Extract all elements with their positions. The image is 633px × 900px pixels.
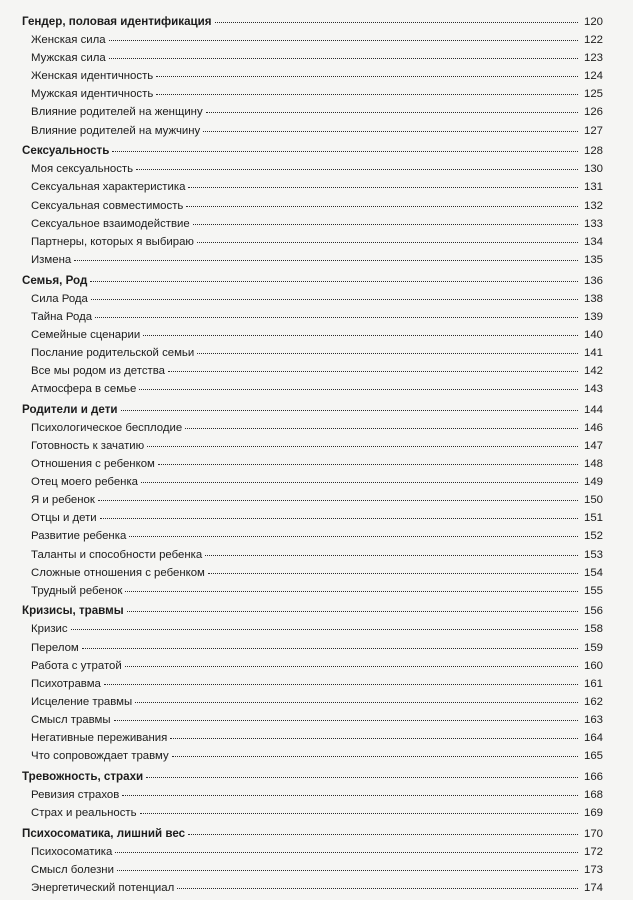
dot-leader — [143, 335, 578, 336]
toc-page-number: 124 — [583, 70, 603, 83]
toc-entry-title: Атмосфера в семье — [31, 383, 137, 396]
dot-leader — [177, 888, 578, 889]
dot-leader — [112, 151, 578, 152]
dot-leader — [129, 536, 578, 537]
dot-leader — [95, 317, 578, 318]
toc-entry-title: Тайна Рода — [31, 310, 93, 323]
toc-entry[interactable] — [22, 675, 603, 693]
dot-leader — [193, 224, 578, 225]
dot-leader — [90, 281, 578, 282]
toc-section-title: Кризисы, травмы — [22, 604, 124, 618]
dot-leader — [91, 299, 578, 300]
toc-page-number: 122 — [583, 34, 603, 47]
toc-entry-title: Трудный ребенок — [31, 584, 123, 597]
toc-entry-title: Перелом — [31, 641, 79, 654]
toc-page-number: 149 — [583, 476, 603, 489]
table-of-contents — [22, 13, 603, 897]
toc-entry[interactable] — [22, 711, 603, 729]
toc-section-heading[interactable] — [22, 602, 603, 620]
toc-entry[interactable] — [22, 509, 603, 527]
dot-leader — [141, 482, 578, 483]
toc-entry[interactable] — [22, 564, 603, 582]
toc-entry-title: Развитие ребенка — [31, 530, 127, 543]
toc-page-number: 136 — [583, 274, 603, 287]
toc-section-title: Семья, Род — [22, 273, 88, 287]
toc-page-number: 164 — [583, 732, 603, 745]
toc-entry-title: Сексуальная совместимость — [31, 199, 184, 212]
dot-leader — [127, 611, 578, 612]
dot-leader — [147, 446, 578, 447]
toc-page-number: 166 — [583, 770, 603, 783]
toc-page-number: 156 — [583, 605, 603, 618]
toc-entry[interactable] — [22, 233, 603, 251]
toc-section-heading[interactable] — [22, 13, 603, 31]
toc-page-number: 173 — [583, 863, 603, 876]
toc-page-number: 170 — [583, 827, 603, 840]
toc-page-number: 134 — [583, 235, 603, 248]
toc-entry[interactable] — [22, 419, 603, 437]
toc-page-number: 154 — [583, 566, 603, 579]
dot-leader — [197, 242, 578, 243]
toc-section-title: Гендер, половая идентификация — [22, 15, 212, 28]
toc-entry[interactable] — [22, 693, 603, 711]
toc-entry[interactable] — [22, 804, 603, 822]
dot-leader — [168, 371, 578, 372]
toc-page-number: 155 — [583, 584, 603, 597]
dot-leader — [146, 777, 578, 778]
toc-entry-title: Готовность к зачатию — [31, 439, 145, 452]
toc-entry[interactable] — [22, 197, 603, 215]
toc-page-number: 139 — [583, 310, 603, 323]
toc-page-number: 126 — [583, 106, 603, 119]
dot-leader — [136, 169, 578, 170]
toc-page-number: 163 — [583, 713, 603, 726]
toc-entry-title: Влияние родителей на мужчину — [31, 124, 201, 137]
toc-entry-title: Таланты и способности ребенка — [31, 548, 203, 561]
toc-section-title: Психосоматика, лишний вес — [22, 826, 186, 840]
toc-entry-title: Женская идентичность — [31, 70, 154, 83]
toc-entry-title: Отцы и дети — [31, 512, 97, 525]
toc-entry[interactable] — [22, 639, 603, 657]
toc-page-number: 125 — [583, 88, 603, 101]
toc-entry[interactable] — [22, 473, 603, 491]
toc-entry[interactable] — [22, 67, 603, 85]
toc-entry[interactable] — [22, 308, 603, 326]
toc-entry[interactable] — [22, 620, 603, 638]
toc-entry-title: Отношения с ребенком — [31, 458, 155, 471]
toc-entry-title: Все мы родом из детства — [31, 364, 165, 377]
toc-entry[interactable] — [22, 31, 603, 49]
toc-entry-title: Женская сила — [31, 34, 106, 47]
dot-leader — [205, 555, 578, 556]
toc-section-title: Тревожность, страхи — [22, 769, 144, 783]
dot-leader — [109, 58, 578, 59]
toc-page-number: 160 — [583, 659, 603, 672]
toc-entry[interactable] — [22, 491, 603, 509]
toc-page-number: 132 — [583, 199, 603, 212]
toc-page-number: 153 — [583, 548, 603, 561]
toc-entry-title: Сила Рода — [31, 292, 88, 305]
toc-entry-title: Измена — [31, 253, 72, 266]
toc-entry[interactable] — [22, 786, 603, 804]
dot-leader — [114, 720, 578, 721]
toc-page-number: 146 — [583, 421, 603, 434]
dot-leader — [170, 738, 578, 739]
toc-page-number: 120 — [583, 16, 603, 28]
toc-page-number: 147 — [583, 439, 603, 452]
toc-page-number: 165 — [583, 750, 603, 763]
toc-entry[interactable] — [22, 290, 603, 308]
toc-entry[interactable] — [22, 49, 603, 67]
toc-entry[interactable] — [22, 380, 603, 398]
dot-leader — [188, 834, 578, 835]
dot-leader — [122, 795, 578, 796]
toc-page-number: 151 — [583, 512, 603, 525]
toc-page-number: 141 — [583, 346, 603, 359]
toc-entry[interactable] — [22, 344, 603, 362]
dot-leader — [104, 684, 578, 685]
toc-entry[interactable] — [22, 729, 603, 747]
dot-leader — [185, 428, 578, 429]
dot-leader — [158, 464, 578, 465]
dot-leader — [71, 629, 578, 630]
toc-entry-title: Смысл болезни — [31, 863, 114, 876]
toc-section-heading[interactable] — [22, 825, 603, 843]
toc-page-number: 172 — [583, 845, 603, 858]
toc-section-heading[interactable] — [22, 142, 603, 160]
dot-leader — [135, 702, 578, 703]
toc-entry[interactable] — [22, 178, 603, 196]
dot-leader — [188, 187, 578, 188]
toc-entry-title: Негативные переживания — [31, 732, 168, 745]
toc-page-number: 158 — [583, 623, 603, 636]
toc-entry-title: Сложные отношения с ребенком — [31, 566, 205, 579]
toc-page-number: 123 — [583, 52, 603, 65]
toc-entry-title: Моя сексуальность — [31, 163, 134, 176]
toc-entry[interactable] — [22, 657, 603, 675]
dot-leader — [206, 112, 578, 113]
dot-leader — [121, 410, 578, 411]
toc-page-number: 159 — [583, 641, 603, 654]
toc-page-number: 131 — [583, 181, 603, 194]
toc-entry-title: Сексуальная характеристика — [31, 181, 186, 194]
dot-leader — [208, 573, 578, 574]
toc-entry[interactable] — [22, 879, 603, 897]
toc-page-number: 128 — [583, 145, 603, 158]
toc-entry-title: Сексуальное взаимодействие — [31, 217, 190, 230]
dot-leader — [156, 94, 578, 95]
toc-entry[interactable] — [22, 843, 603, 861]
dot-leader — [140, 813, 578, 814]
toc-entry[interactable] — [22, 362, 603, 380]
toc-page-number: 143 — [583, 383, 603, 396]
dot-leader — [125, 591, 578, 592]
toc-entry-title: Что сопровождает травму — [31, 750, 169, 763]
toc-entry-title: Мужская сила — [31, 52, 106, 65]
toc-entry-title: Влияние родителей на женщину — [31, 106, 203, 119]
toc-page-number: 144 — [583, 403, 603, 416]
toc-entry-title: Ревизия страхов — [31, 788, 120, 801]
dot-leader — [156, 76, 578, 77]
dot-leader — [197, 353, 578, 354]
toc-entry[interactable] — [22, 527, 603, 545]
toc-entry[interactable] — [22, 326, 603, 344]
toc-entry-title: Мужская идентичность — [31, 88, 154, 101]
toc-section-title: Родители и дети — [22, 402, 118, 416]
toc-entry-title: Работа с утратой — [31, 659, 122, 672]
toc-entry[interactable] — [22, 122, 603, 140]
toc-page-number: 135 — [583, 253, 603, 266]
toc-entry[interactable] — [22, 747, 603, 765]
toc-entry-title: Партнеры, которых я выбираю — [31, 235, 194, 248]
dot-leader — [115, 852, 578, 853]
toc-entry[interactable] — [22, 85, 603, 103]
toc-entry[interactable] — [22, 582, 603, 600]
toc-page-number: 127 — [583, 124, 603, 137]
dot-leader — [117, 870, 578, 871]
toc-entry[interactable] — [22, 215, 603, 233]
toc-entry-title: Исцеление травмы — [31, 695, 133, 708]
toc-entry[interactable] — [22, 251, 603, 269]
toc-page-number: 162 — [583, 695, 603, 708]
toc-entry[interactable] — [22, 455, 603, 473]
toc-page-number: 130 — [583, 163, 603, 176]
dot-leader — [186, 206, 578, 207]
dot-leader — [74, 260, 578, 261]
toc-entry-title: Энергетический потенциал — [31, 881, 175, 894]
toc-entry-title: Психологическое бесплодие — [31, 421, 183, 434]
toc-entry[interactable] — [22, 861, 603, 879]
toc-section-title: Сексуальность — [22, 144, 110, 158]
toc-page-number: 174 — [583, 881, 603, 894]
toc-entry-title: Психотравма — [31, 677, 101, 690]
toc-page-number: 133 — [583, 217, 603, 230]
toc-entry[interactable] — [22, 437, 603, 455]
toc-page-number: 150 — [583, 494, 603, 507]
dot-leader — [125, 666, 578, 667]
dot-leader — [139, 389, 578, 390]
dot-leader — [98, 500, 578, 501]
toc-entry-title: Смысл травмы — [31, 713, 111, 726]
toc-entry[interactable] — [22, 546, 603, 564]
toc-page-number: 142 — [583, 364, 603, 377]
toc-entry[interactable] — [22, 160, 603, 178]
toc-page-number: 148 — [583, 458, 603, 471]
dot-leader — [109, 40, 578, 41]
dot-leader — [172, 756, 578, 757]
dot-leader — [203, 131, 578, 132]
dot-leader — [82, 648, 578, 649]
toc-section-heading[interactable] — [22, 401, 603, 419]
dot-leader — [215, 22, 578, 23]
toc-page-number: 152 — [583, 530, 603, 543]
toc-section-heading[interactable] — [22, 272, 603, 290]
toc-page-number: 138 — [583, 292, 603, 305]
toc-page-number: 168 — [583, 788, 603, 801]
toc-entry[interactable] — [22, 103, 603, 121]
toc-entry-title: Я и ребенок — [31, 494, 95, 507]
toc-entry-title: Страх и реальность — [31, 807, 137, 819]
toc-entry-title: Послание родительской семьи — [31, 346, 195, 359]
toc-entry-title: Семейные сценарии — [31, 328, 141, 341]
toc-entry-title: Отец моего ребенка — [31, 476, 139, 489]
toc-page-number: 169 — [583, 807, 603, 819]
toc-page-number: 161 — [583, 677, 603, 690]
toc-page-number: 140 — [583, 328, 603, 341]
dot-leader — [100, 518, 578, 519]
toc-entry-title: Кризис — [31, 623, 68, 636]
toc-entry-title: Психосоматика — [31, 845, 113, 858]
toc-section-heading[interactable] — [22, 768, 603, 786]
